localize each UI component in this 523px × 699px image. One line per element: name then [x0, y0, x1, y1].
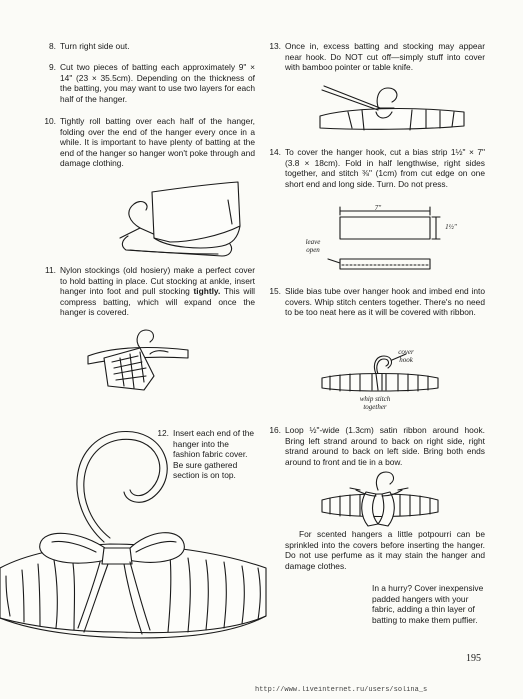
dimension-height-label: 1½": [445, 223, 457, 231]
step-number: 16.: [269, 425, 281, 435]
cover-hook-label: cover hook: [398, 348, 414, 364]
step-text: To cover the hanger hook, cut a bias strip 1½" × 7" (3.8 × 18cm). Fold in half lengthwise, right sides together, and stitch ⅜" (1cm) from cut edge on one short end and long side. Turn. Do not press.: [285, 147, 485, 189]
step-number: 12.: [157, 428, 169, 438]
step-text: Slide bias tube over hanger hook and imbed end into covers. Whip stitch centers together. There's no need to be too neat here as it will be covered with ribbon.: [285, 286, 485, 318]
step-16: [269, 425, 485, 467]
step-12: [157, 428, 258, 481]
step-14: [269, 147, 485, 189]
step-text: Loop ½"-wide (1.3cm) satin ribbon around hook. Bring left strand around to back on right side, right strand around to back on left side. Bring both ends around to front and tie in a bow.: [285, 425, 485, 467]
step-number: 9.: [49, 62, 56, 72]
step-text: Turn right side out.: [60, 41, 130, 51]
step-15: [269, 286, 485, 318]
step-number: 13.: [269, 41, 281, 51]
note-hurry: In a hurry? Cover inexpensive padded hangers with your fabric, adding a thin layer of batting to make them puffier.: [372, 583, 484, 625]
illustration-stuff-excess: [318, 78, 468, 136]
step-text: Tightly roll batting over each half of the hanger, folding over the end of the hanger every once in a while. It is important to have plenty of batting at the end of the hanger so hanger won't poke through and damage clothing.: [60, 116, 255, 169]
step-text: Once in, excess batting and stocking may appear near hook. Do NOT cut off—simply stuff into cover with bamboo pointer or table knife.: [285, 41, 485, 73]
step-13: [269, 41, 485, 73]
page-number: 195: [466, 653, 481, 664]
step-number: 15.: [269, 286, 281, 296]
step-text: Insert each end of the hanger into the fashion fabric cover. Be sure gathered section is on top.: [173, 428, 255, 481]
step-9: [49, 62, 255, 104]
leave-open-label: leave open: [305, 238, 321, 254]
illustration-batting-roll: [110, 180, 245, 262]
dimension-width-label: 7": [374, 204, 382, 212]
step-number: 10.: [44, 116, 56, 126]
illustration-ribbon-loop: [320, 470, 440, 532]
step-11: [44, 265, 255, 318]
source-watermark: http://www.liveinternet.ru/users/solina_s: [255, 686, 428, 694]
step-8: [49, 41, 255, 52]
step-10: [44, 116, 255, 169]
step-number: 11.: [44, 265, 56, 275]
note-potpourri: For scented hangers a little potpourri can be sprinkled into the covers before inserting the hanger. Do not use perfume as it may stain the hanger and damage clothes.: [285, 529, 485, 571]
step-text: Nylon stockings (old hosiery) make a perfect cover to hold batting in place. Cut stocking at ankle, insert hanger into foot and pull stocking tightly. This will compress batting, which will expand once the hanger is covered.: [60, 265, 255, 318]
step-number: 14.: [269, 147, 281, 157]
illustration-cover-hook: [320, 352, 440, 396]
whip-stitch-label: whip stitch together: [359, 395, 391, 411]
illustration-stocking: [84, 320, 194, 392]
step-text: Cut two pieces of batting each approximately 9" × 14" (23 × 35.5cm). Depending on the thickness of the batting, you may want to use two layers for each half of the hanger.: [60, 62, 255, 104]
step-number: 8.: [49, 41, 56, 51]
